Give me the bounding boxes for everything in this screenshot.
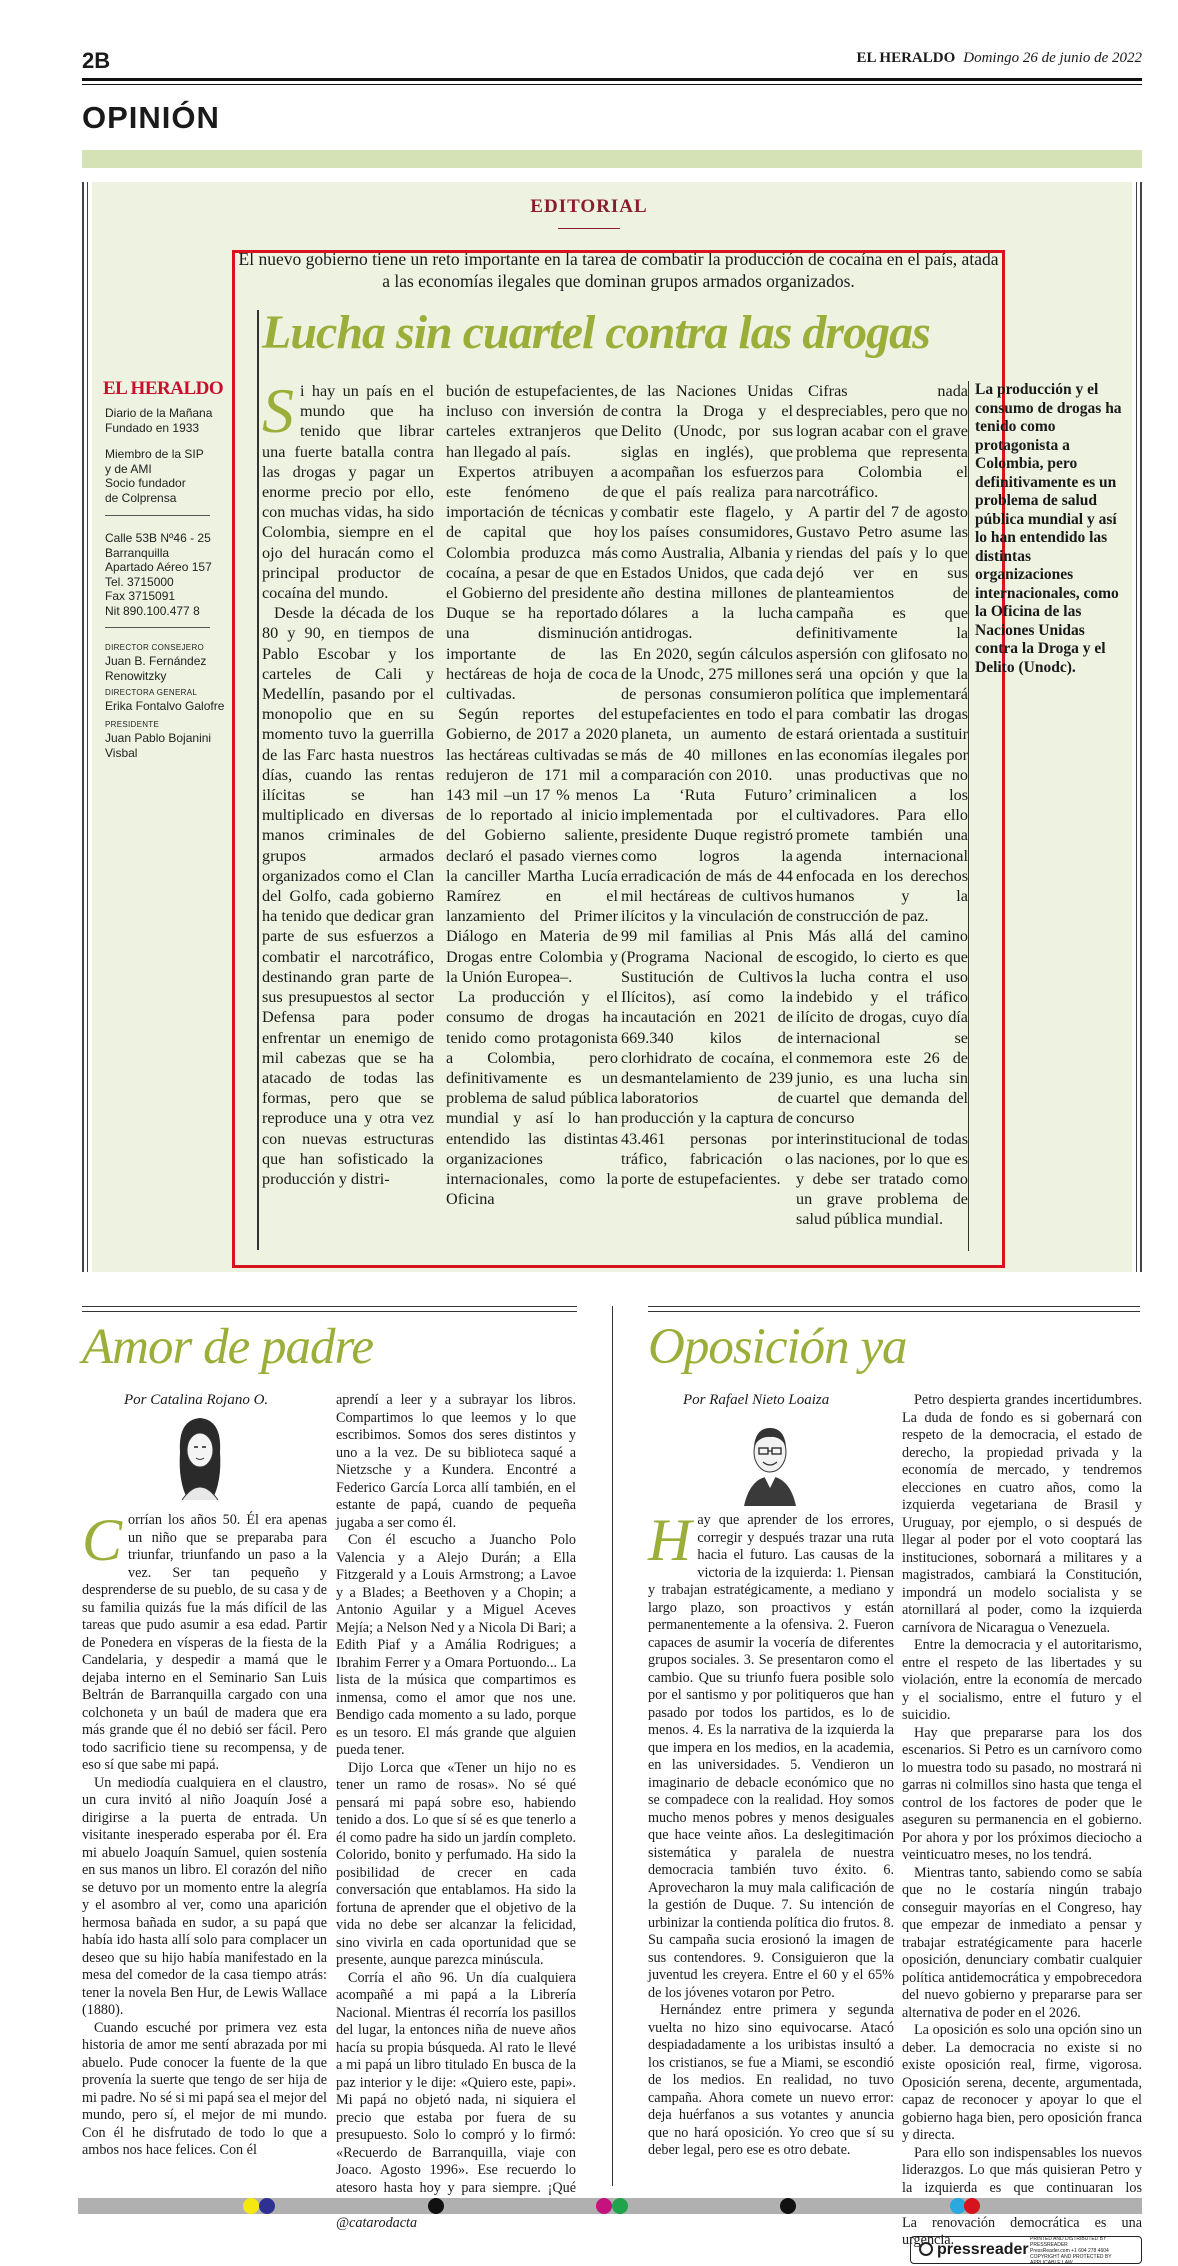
editorial-dropcap: S: [262, 375, 294, 446]
editorial-label: EDITORIAL: [530, 196, 648, 217]
editorial-column-4: [796, 381, 968, 1230]
staff-role: PRESIDENTE: [105, 720, 160, 729]
pull-quote: La producción y el consumo de drogas ha tenido como protagonista a Colombia, pero definitivamente es un problema de salud pública mundial y así lo han entendido las distintas organizaciones internacionales, como la Oficina de las Naciones Unidas contra la Droga y el Delito (Unodc).: [975, 381, 1122, 676]
column-rule-right: [648, 1306, 1140, 1307]
column-paragraph: Cuando escuché por primera vez esta historia de amor me sentí abrazada por mi abuelo. Pude conocer la fuente de la que provenía la suerte que tengo de ser hija de mi padre. No sé si mi papá sea el mejor del mundo, pero sí, el mejor de mi mundo. Con él he disfrutado de todo lo que a ambos nos hace felices. Con él: [82, 2019, 327, 2158]
masthead-founding: [105, 406, 212, 435]
editorial-border-left: [82, 182, 84, 1272]
masthead-line: Apartado Aéreo 157: [105, 560, 212, 574]
column-paragraph: Mientras tanto, sabiendo como se sabía que no le costaría ningún trabajo conseguir mayorías en el Congreso, hay que empezar de inmediato a pensar y trabajar estratégicamente para hacerle oposición, denunciary combatir cualquier política antidemocrática y empobrecedora del nuevo gobierno y prepararse para ser alternativa de poder en el 2026.: [902, 1864, 1142, 2021]
author-portrait-right: [730, 1416, 810, 1506]
masthead-line: Diario de la Mañana: [105, 406, 213, 420]
notice-line: PressReader.com +1 604 278 4604: [1030, 2248, 1109, 2254]
column-right-col1: [648, 1507, 894, 2160]
column-title-left: Amor de padre: [82, 1319, 374, 1375]
column-paragraph: La oposición es solo una opción sino un deber. La democracia no existe si no existe oposición real, firme, vigorosa. Oposición serena, decente, argumentada, capaz de reconocer y apoyar lo que el gobierno haga bien, pero oposición franca y directa.: [902, 2022, 1142, 2143]
staff-role: DIRECTORA GENERAL: [105, 688, 198, 697]
masthead-line: Tel. 3715000: [105, 574, 174, 589]
registration-dot-yellow: [243, 2198, 259, 2214]
masthead-line: Calle 53B Nº46 - 25: [105, 531, 211, 545]
editorial-label-rule: [558, 228, 620, 229]
column-paragraph: Hay que prepararse para los dos escenarios. Si Petro es un carnívoro como lo muestra todo su pasado, no mostrará ni garras ni colmillos sino hasta que tenga el control de los factores de poder que le aseguren su permanencia en el gobierno. Por ahora y por los próximos dieciocho a veinticuatro meses, no los tendrá.: [902, 1724, 1142, 1863]
staff-role: DIRECTOR CONSEJERO: [105, 643, 205, 652]
editorial-border-left-inner: [87, 182, 88, 1272]
editorial-paragraph: Según reportes del Gobierno, de 2017 a 2020 las hectáreas cultivadas se redujeron de 171 mil a 143 mil –un 17 % menos de lo reportado al inicio del Gobierno saliente, declaró el pasado viernes la canciller Martha Lucía Ramírez en el lanzamiento del Primer Diálogo en Materia de Drogas entre Colombia y la Unión Europea–.: [446, 705, 618, 986]
masthead-membership: [105, 447, 204, 505]
editorial-paragraph: A partir del 7 de agosto Gustavo Petro asume las riendas del país y lo que dejó ver en sus planteamientos de campaña es que definitivamente la aspersión con glifosato no será una opción y que la política que implementará para combatir las drogas estará orientada a sustituir las economías ilegales por unas productivas que no criminalicen a los cultivadores. Para ello promete también una agenda internacional enfocada en los derechos humanos y la construcción de paz.: [796, 503, 968, 926]
column-paragraph: Hay que aprender de los errores, corregir y después trazar una ruta hacia el futuro. Las causas de la victoria de la izquierda: 1. Piensan y trabajan estratégicamente, a mediano y largo plazo, son proactivos y están permanentemente a la ofensiva. 2. Fueron capaces de asumir la vocería de diferentes grupos sociales. 3. Se presentaron como el cambio. Que su triunfo fuera posible solo por el santismo y por politiqueros que han pasado por todos los partidos, es lo de menos. 4. Es la narrativa de la izquierda la que impera en los medios, en la academia, en las universidades. 5. Vendieron un imaginario de debacle económico que no se compadece con la realidad. Hoy somos mucho menos pobres y menos desiguales que hace veinte años. La deslegitimación sistemática y paralela de nuestra democracia también tuvo éxito. 6. Aprovecharon la muy mala calificación de la gestión de Duque. 7. Su intención de urbinizar la contienda política dio frutos. 8. Su campaña sucia erosionó la imagen de sus contendores. 9. Consiguieron que la juventud les creyera. Entre el 60 y el 65% de los jóvenes votaron por Petro.: [648, 1507, 894, 2001]
header-rule-thin: [82, 84, 1142, 85]
notice-line: PRINTED AND DISTRIBUTED BY PRESSREADER: [1030, 2236, 1107, 2248]
page-number: 2B: [82, 48, 111, 73]
pressreader-notice: [1030, 2236, 1140, 2266]
masthead-line: Fax 3715091: [105, 589, 176, 603]
masthead-rule: [105, 515, 210, 516]
masthead-line: de Colprensa: [105, 490, 177, 505]
pull-quote-rule: [968, 381, 969, 1251]
staff-name: Juan Pablo Bojanini Visbal: [105, 731, 212, 760]
dropcap-right: H: [648, 1507, 692, 1573]
editorial-headline: Lucha sin cuartel contra las drogas: [262, 306, 930, 359]
column-divider: [612, 1306, 613, 2186]
masthead-rule: [105, 627, 210, 628]
column-paragraph: Entre la democracia y el autoritarismo, entre el respeto de las libertades y su violación, entre la economía de mercado y el socialismo, entre el futuro y el suicidio.: [902, 1637, 1142, 1723]
column-left-col2: [336, 1392, 576, 2232]
editorial-column-rule: [257, 310, 259, 1250]
pressreader-brand: pressreader: [937, 2241, 1029, 2258]
section-title: OPINIÓN: [82, 100, 220, 135]
pressreader-icon: [919, 2242, 933, 2256]
notice-line: COPYRIGHT AND PROTECTED BY APPLICABLE LAW: [1030, 2254, 1112, 2266]
editorial-paragraph: Más allá del camino escogido, lo cierto es que la lucha contra el uso indebido y el tráfico ilícito de drogas, cuyo día internacional se conmemora este 26 de junio, es una lucha sin cuartel que demanda del concurso interinstitucional de todas las naciones, por lo que es y debe ser tratado como un grave problema de salud pública mundial.: [796, 927, 968, 1229]
byline-left: Por Catalina Rojano O.: [124, 1392, 269, 1408]
registration-dot-black: [428, 2198, 444, 2214]
column-paragraph: Petro despierta grandes incertidumbres. La duda de fondo es si gobernará con respeto de la democracia, el estado de derecho, la propiedad privada y la economía de mercado, y tendremos elecciones en cuatro años, como la izquierda vegetariana de Brasil y Uruguay, por ejemplo, o si después de llegar al poder por el voto cooptará las instituciones, sobornará a militares y a magistrados, cambiará la Constitución, impondrá un modelo socialista y se atornillará al poder, como la izquierda carnívora de Nicaragua o Venezuela.: [902, 1392, 1142, 1636]
registration-dot-blue: [259, 2198, 275, 2214]
column-paragraph: Dijo Lorca que «Tener un hijo no es tener un ramo de rosas». No sé qué pensará mi papá sobre eso, habiendo tenido a dos. Lo que sí sé es que tenerlo a él como padre ha sido un jardín completo. Colorido, bonito y perfumado. Ha sido la posibilidad de crecer en cada conversación que entablamos. Ha sido la fortuna de aprender que el objetivo de la vida no debe ser alcanzar la felicidad, sino vivirla en cada oportunidad que se presente, aunque parezca minúscula.: [336, 1759, 576, 1968]
column-left-col1: [82, 1507, 327, 2160]
editorial-paragraph: La ‘Ruta Futuro’ implementada por el presidente Duque registró como logros la erradicación de más de 44 mil hectáreas de cultivos ilícitos y la vinculación de 99 mil familias al Pnis (Programa Nacional de Sustitución de Cultivos Ilícitos), así como la incautación en 2021 de 669.340 kilos de clorhidrato de cocaína, el desmantelamiento de 239 laboratorios de producción y la captura de 43.461 personas por tráfico, fabricación o porte de estupefacientes.: [621, 786, 793, 1188]
masthead-line: Fundado en 1933: [105, 420, 200, 435]
column-paragraph: Corría el año 96. Un día cualquiera acompañé a mi papá a la Librería Nacional. Mientras él recorría los pasillos del lugar, la entonces niña de nueve años hacía su propia búsqueda. Al rato le llevé a mi papá un libro titulado En busca de la paz interior y le dije: «Quiero este, papi». Mi papá no objetó nada, ni siquiera el precio que estaba por fuera de su presupuesto. Solo lo compró y lo firmó: «Recuerdo de Barranquilla, viaje con Joaco. Agosto 1996». Ese recuerdo lo atesoro hasta hoy y para siempre. ¡Qué: [336, 1969, 576, 2196]
column-rule-right-thin: [648, 1311, 1140, 1312]
column-paragraph: aprendí a leer y a subrayar los libros. Compartimos lo que leemos y lo que escribimos. Somos dos seres distintos y uno a la vez. De su biblioteca saqué a Nietzsche y a Kundera. Encontré a Federico García Lorca allí también, en el estante de papá, cuando de pequeña jugaba a ser como él.: [336, 1392, 576, 1531]
column-rule-left-thin: [82, 1311, 577, 1312]
masthead-line: y de AMI: [105, 461, 152, 476]
masthead-line: Nit 890.100.477 8: [105, 603, 200, 618]
editorial-lede: El nuevo gobierno tiene un reto importante en la tarea de combatir la producción de cocaína en el país, atada a las economías ilegales que dominan grupos armados organizados.: [238, 249, 999, 291]
masthead-line: Barranquilla: [105, 545, 170, 560]
newspaper-name: EL HERALDO: [856, 50, 956, 66]
masthead-address: [105, 531, 212, 618]
editorial-paragraph: Expertos atribuyen a este fenómeno de importación de técnicas y de capital que hoy Colombia produzca más cocaína, a pesar de que en el Gobierno del presidente Duque se ha reportado una disminución importante de las hectáreas de hoja de coca cultivadas.: [446, 462, 618, 704]
editorial-paragraph: En 2020, según cálculos de la Unodc, 275 millones de personas consumieron estupefacientes en todo el planeta, un aumento de más de 40 millones en comparación con 2010.: [621, 644, 793, 784]
paper-date-line: [856, 50, 1142, 67]
registration-dot-green: [612, 2198, 628, 2214]
editorial-paragraph: Si hay un país en el mundo que ha tenido que librar una fuerte batalla contra las drogas y pagar un enorme precio por ello, con muchas vidas, ha sido Colombia, siempre en el ojo del huracán como el principal productor de cocaína del mundo.: [262, 375, 434, 603]
editorial-paragraph: bución de estupefacientes, incluso con inversión de carteles extranjeros que han llegado al país.: [446, 382, 618, 461]
dropcap-left: C: [82, 1507, 123, 1573]
editorial-border-right-inner: [1136, 182, 1137, 1272]
column-paragraph: Corrían los años 50. Él era apenas un niño que se preparaba para triunfar, triunfando un paso a la vez. Ser tan pequeño y desprenderse de su pueblo, de su casa y de su familia quizás fue la más difícil de las tareas que pudo asumir a esa edad. Partir de Ponedera en vísperas de la fiesta de la Candelaria, y despedir a mamá que le dejaba interno en el Seminario San Luis Beltrán de Barranquilla cargado con una colchoneta y un baúl de madera que era más grande que él no debió ser fácil. Pero todo sacrificio tiene su recompensa, y de eso sí que sabe mi papá.: [82, 1507, 327, 1773]
registration-dot-magenta: [596, 2198, 612, 2214]
editorial-column-1: [262, 375, 434, 1189]
editorial-paragraph: Desde la década de los 80 y 90, en tiempos de Pablo Escobar y los carteles de Cali y Medellín, pasando por el monopolio que en su momento tuvo la guerrilla de las Farc hasta nuestros días, cuando las rentas ilícitas se han multiplicado en diversas manos criminales de grupos armados organizados como el Clan del Golfo, cada gobierno ha tenido que dedicar gran parte de sus esfuerzos a combatir el narcotráfico, destinando gran parte de sus presupuestos al sector Defensa para poder enfrentar un enemigo de mil cabezas que se ha atacado de todas las formas, pero que se reproduce una y otra vez con nuevas estructuras que han sofisticado la producción y distri-: [262, 604, 434, 1188]
byline-right: Por Rafael Nieto Loaiza: [683, 1392, 830, 1408]
editorial-column-3: [621, 381, 793, 1189]
masthead-logo: EL HERALDO: [103, 378, 224, 399]
author-handle-left: @catarodacta: [336, 2214, 418, 2231]
publication-date: Domingo 26 de junio de 2022: [963, 50, 1142, 66]
editorial-paragraph: de las Naciones Unidas contra la Droga y el Delito (Unodc, por sus siglas en inglés), que acompañan los esfuerzos que el país realiza para combatir este flagelo, y los países consumidores, como Australia, Albania y Estados Unidos, que cada año destina millones de dólares a la lucha antidrogas.: [621, 382, 793, 643]
column-paragraph: Para ello son indispensables los nuevos liderazgos. Lo que más quisieran Petro y la izquierda es que continuaran los La renovación democrática es una urgencia.: [902, 2144, 1142, 2248]
editorial-paragraph: Cifras nada despreciables, pero que no logran acabar con el grave problema que representa para Colombia el narcotráfico.: [796, 382, 968, 502]
column-paragraph: Con él escucho a Juancho Polo Valencia y a Alejo Durán; a Ella Fitzgerald y a Louis Armstrong; a Lavoe y a Blades; a Beethoven y a Chopin; a Antonio Aguilar y a Miguel Aceves Mejía; a Nelson Ned y a Nicola Di Bari; a Edith Piaf y a Amália Rodrigues; a Ibrahim Ferrer y a Omara Portuondo... La lista de la música que compartimos es inmensa, como el amor que nos une. Bendigo cada momento a su lado, porque es un tesoro. El más grande que alguien pueda tener.: [336, 1532, 576, 1758]
column-paragraph: Hernández entre primera y segunda vuelta no hizo sino equivocarse. Atacó despiadadamente a los uribistas insultó a los cristianos, se fue a Miami, se escondió de los medios. En realidad, no tuvo campaña. Ahora comete un nuevo error: deja huérfanos a sus votantes y anuncia que no hará oposición. Yo creo que sí su deber legal, pero ese es otro debate.: [648, 2002, 894, 2158]
editorial-paragraph: La producción y el consumo de drogas ha tenido como protagonista a Colombia, pero definitivamente es un problema de salud pública mundial y así lo han entendido las distintas organizaciones internacionales, como la Oficina: [446, 988, 618, 1209]
editorial-column-2: [446, 381, 618, 1209]
column-paragraph: Un mediodía cualquiera en el claustro, un cura invitó al niño Joaquín José a dirigirse a la puerta de entrada. Un visitante inesperado esperaba por él. Era mi abuelo Joaquín Samuel, quien sostenía en sus manos un libro. El corazón del niño se detuvo por un momento entre la alegría y el asombro al ver, como una aparición hermosa bañada en sudor, a su papá que había ido hasta allí solo para complacer un deseo que su hijo había manifestado en la mesa del comedor de la casa tiempo atrás: tener la novela Ben Hur, de Lewis Wallace (1880).: [82, 1774, 327, 2018]
registration-dot-black: [780, 2198, 796, 2214]
masthead-line: Miembro de la SIP: [105, 447, 204, 461]
staff-name: Erika Fontalvo Galofre: [105, 699, 225, 713]
section-green-bar: [82, 150, 1142, 168]
column-title-right: Oposición ya: [648, 1319, 907, 1375]
header-rule: [82, 78, 1142, 81]
author-portrait-left: [160, 1412, 240, 1502]
column-right-col2: [902, 1392, 1142, 2250]
editorial-border-right: [1140, 182, 1142, 1272]
column-rule-left: [82, 1306, 577, 1307]
registration-dot-red: [964, 2198, 980, 2214]
staff-name: Juan B. Fernández Renowitzky: [105, 654, 207, 683]
masthead-line: Socio fundador: [105, 476, 186, 490]
